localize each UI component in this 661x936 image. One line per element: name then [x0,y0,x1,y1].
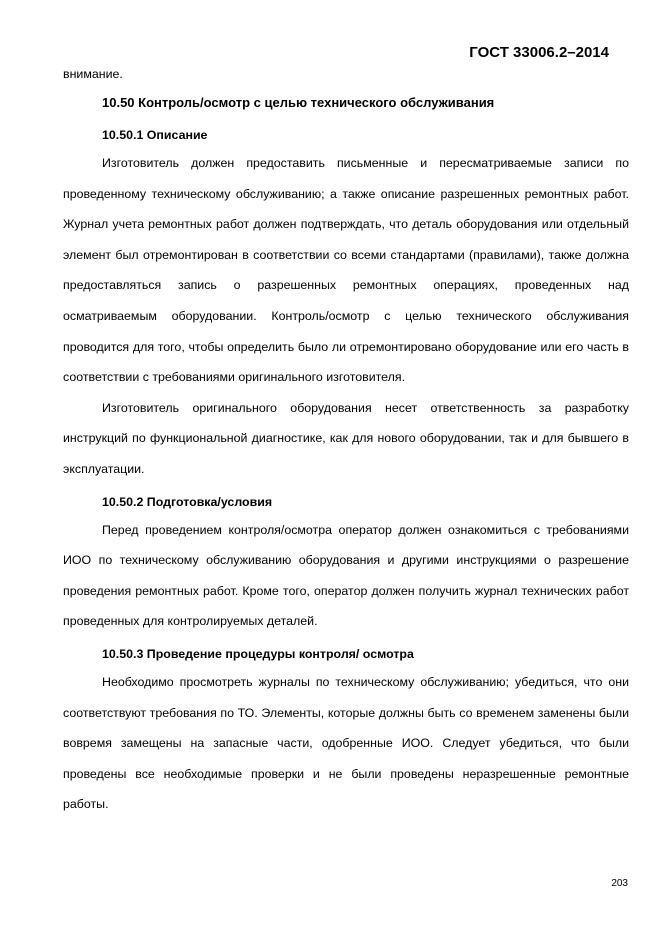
continuation-text: внимание. [63,67,123,81]
paragraph: Изготовитель оригинального оборудования несет ответственность за разработку инструкций по функциональной диагностике, как для нового оборудовании, так и для бывшего в эксплуатации. [63,400,629,476]
paragraph: Изготовитель должен предоставить письменные и пересматриваемые записи по проведенному техническому обслуживанию; а также описание разрешенных ремонтных работ. Журнал учета ремонтных работ должен подтверждать, что деталь оборудования или отдельный элемент был отремонтирован в соответствии со всеми стандартами (правилами), также должна предоставляться запись о разрешенных ремонтных операциях, проведенных над осматриваемым оборудовании. Контроль/осмотр с целью технического обслуживания проводится для того, чтобы определить было ли отремонтировано оборудование или его часть в соответствии с требованиями оригинального изготовителя. [63,156,629,385]
paragraph: Перед проведением контроля/осмотра оператор должен ознакомиться с требованиями ИОО по техническому обслуживанию оборудования и другими инструкциями о разрешение проведения ремонтных работ. Кроме того, оператор должен получить журнал технических работ проведенных для контролируемых деталей. [63,522,629,629]
document-code: ГОСТ 33006.2–2014 [469,44,609,61]
page-body [63,64,629,820]
subsection-title-preparation: 10.50.2 Подготовка/условия [102,494,273,509]
paragraph: Необходимо просмотреть журналы по техническому обслуживанию; убедиться, что они соответствуют требования по ТО. Элементы, которые должны быть со временем заменены были вовремя замещены на запасные части, одобренные ИОО. Следует убедиться, что были проведены все необходимые проверки и не были проведены неразрешенные ремонтные работы. [63,674,629,812]
section-title: 10.50 Контроль/осмотр с целью технического обслуживания [102,95,495,110]
subsection-title-description: 10.50.1 Описание [102,128,208,142]
subsection-title-procedure: 10.50.3 Проведение процедуры контроля/ осмотра [102,646,414,661]
page-number: 203 [611,878,628,889]
